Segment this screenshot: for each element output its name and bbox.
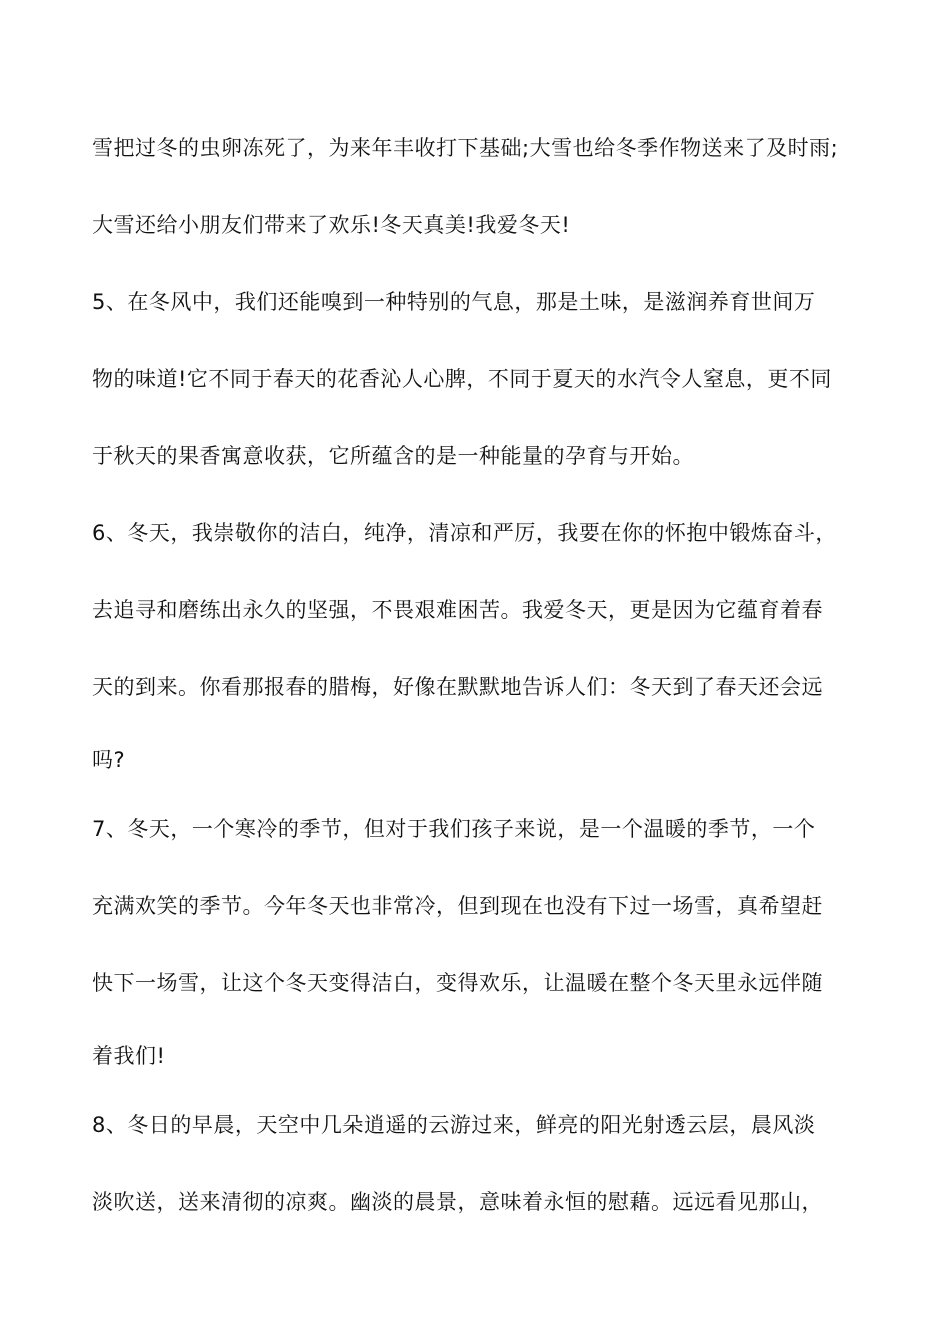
text-line: 8、冬日的早晨，天空中几朵逍遥的云游过来，鲜亮的阳光射透云层，晨风淡 bbox=[92, 1113, 816, 1137]
text-line: 7、冬天，一个寒冷的季节，但对于我们孩子来说，是一个温暖的季节，一个 bbox=[92, 817, 816, 841]
text-line: 天的到来。你看那报春的腊梅，好像在默默地告诉人们：冬天到了春天还会远 bbox=[92, 675, 823, 699]
text-line: 雪把过冬的虫卵冻死了，为来年丰收打下基础;大雪也给冬季作物送来了及时雨; bbox=[92, 136, 839, 160]
text-line: 充满欢笑的季节。今年冬天也非常冷，但到现在也没有下过一场雪，真希望赶 bbox=[92, 894, 823, 918]
text-line: 物的味道!它不同于春天的花香沁人心脾，不同于夏天的水汽令人窒息，更不同 bbox=[92, 367, 832, 391]
text-line: 着我们! bbox=[92, 1044, 166, 1068]
text-line: 5、在冬风中，我们还能嗅到一种特别的气息，那是土味，是滋润养育世间万 bbox=[92, 290, 816, 314]
text-line: 6、冬天，我崇敬你的洁白，纯净，清凉和严厉，我要在你的怀抱中锻炼奋斗， bbox=[92, 521, 837, 545]
text-line: 于秋天的果香寓意收获，它所蕴含的是一种能量的孕育与开始。 bbox=[92, 444, 694, 468]
text-line: 快下一场雪，让这个冬天变得洁白，变得欢乐，让温暖在整个冬天里永远伴随 bbox=[92, 971, 823, 995]
text-line: 淡吹送，送来清彻的凉爽。幽淡的晨景，意味着永恒的慰藉。远远看见那山， bbox=[92, 1190, 823, 1214]
text-line: 去追寻和磨练出永久的坚强，不畏艰难困苦。我爱冬天，更是因为它蕴育着春 bbox=[92, 598, 823, 622]
text-line: 吗? bbox=[92, 748, 126, 772]
text-line: 大雪还给小朋友们带来了欢乐!冬天真美!我爱冬天! bbox=[92, 213, 571, 237]
